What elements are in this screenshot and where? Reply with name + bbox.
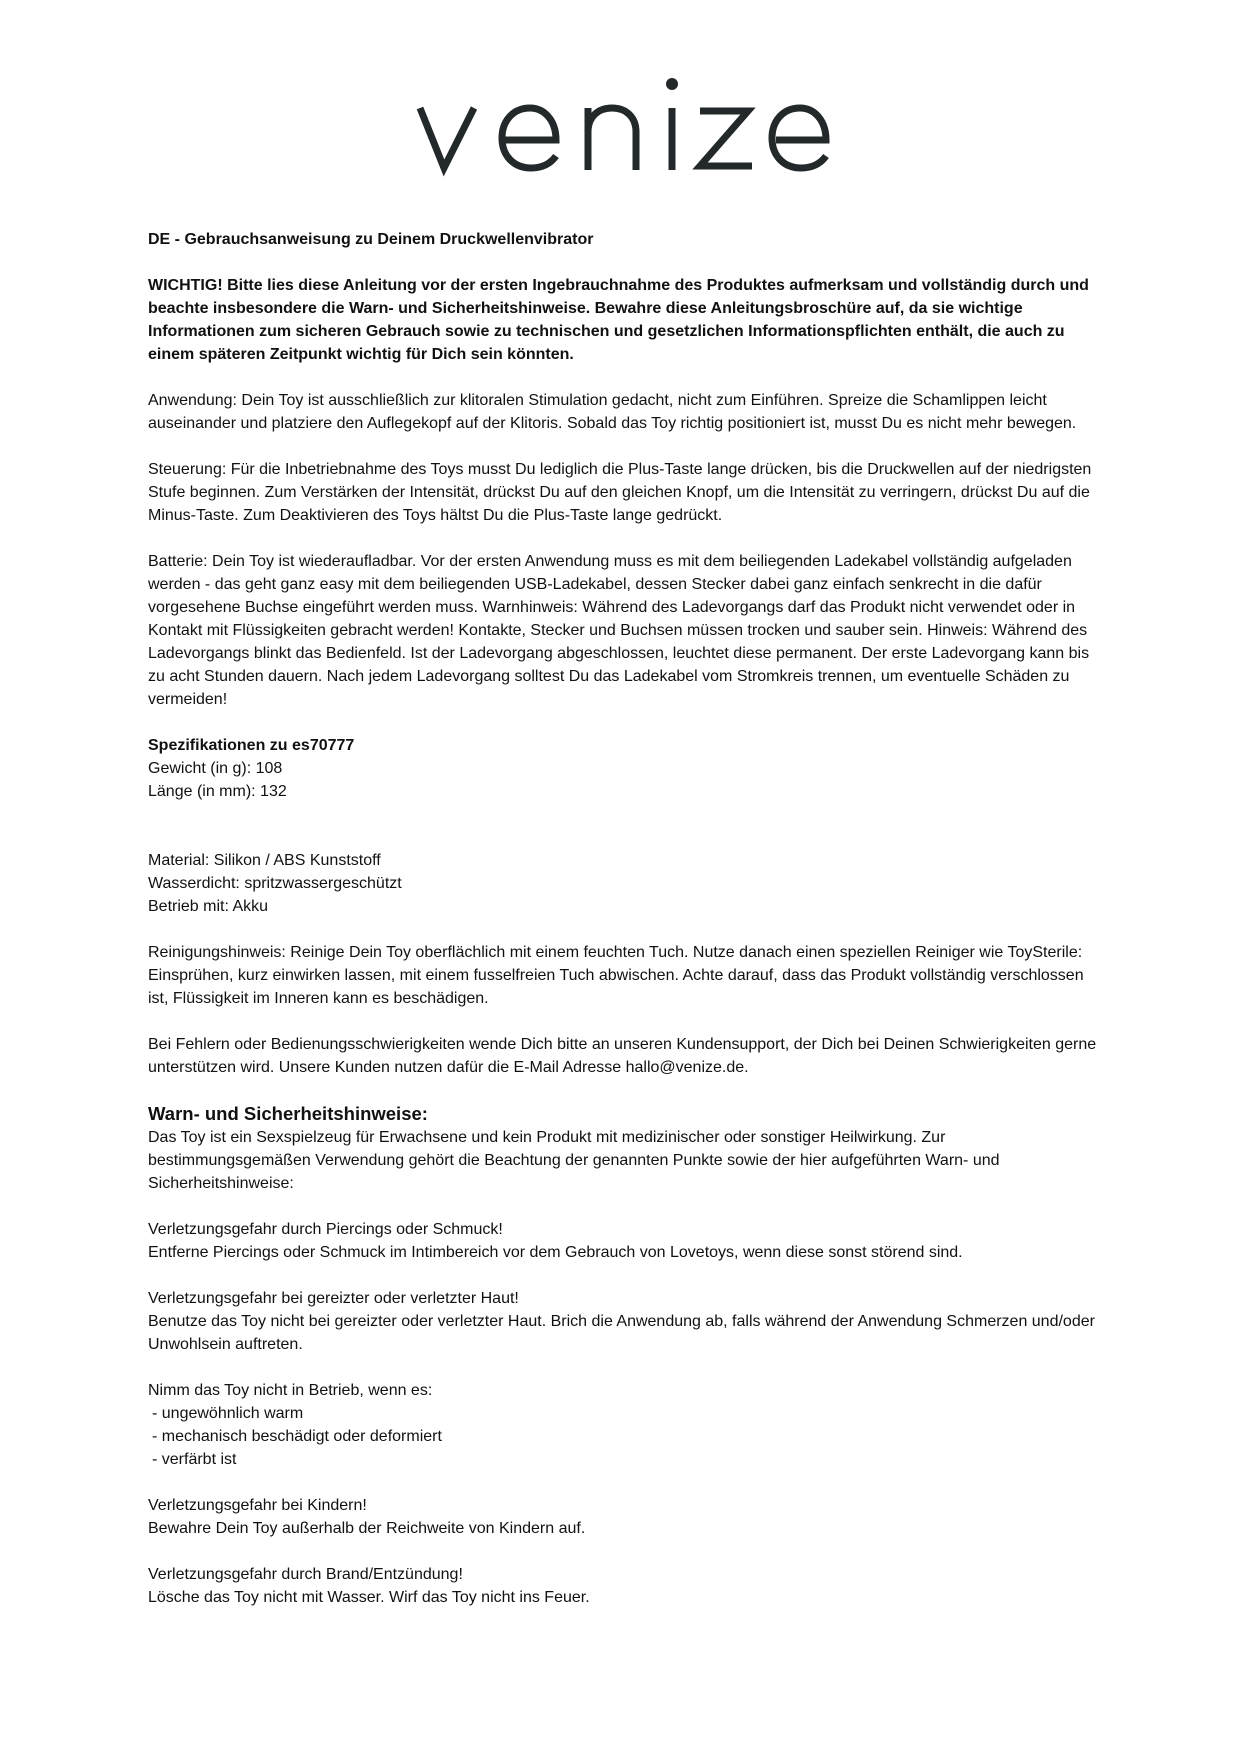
warning-skin-title: Verletzungsgefahr bei gereizter oder verletzter Haut! <box>148 1290 519 1307</box>
warning-piercing-title: Verletzungsgefahr durch Piercings oder Schmuck! <box>148 1221 503 1238</box>
specs-material: Material: Silikon / ABS Kunststoff <box>148 852 381 869</box>
warnings-intro: Das Toy ist ein Sexspielzeug für Erwachsene und kein Produkt mit medizinischer oder sonstiger Heilwirkung. Zur bestimmungsgemäßen Verwendung gehört die Beachtung der genannten Punkte sowie der hier aufgeführten Warn- und Sicherheitshinweise: <box>148 1129 1000 1192</box>
warning-operation <box>148 1379 1098 1471</box>
venize-logo <box>0 62 1240 182</box>
warning-operation-title: Nimm das Toy nicht in Betrieb, wenn es: <box>148 1382 433 1399</box>
specs-power: Betrieb mit: Akku <box>148 898 269 915</box>
support-paragraph: Bei Fehlern oder Bedienungsschwierigkeiten wende Dich bitte an unseren Kundensupport, der Dich bei Deinen Schwierigkeiten gerne unterstützen wird. Unsere Kunden nutzen dafür die E-Mail Adresse hallo@venize.de. <box>148 1036 1097 1076</box>
document-title: DE - Gebrauchsanweisung zu Deinem Druckwellenvibrator <box>148 231 594 248</box>
usage-paragraph: Anwendung: Dein Toy ist ausschließlich zur klitoralen Stimulation gedacht, nicht zum Einführen. Spreize die Schamlippen leicht auseinander und platziere den Auflegekopf auf der Klitoris. Sobald das Toy richtig positioniert ist, musst Du es nicht mehr bewegen. <box>148 392 1077 432</box>
specifications <box>148 734 1098 918</box>
important-notice: WICHTIG! Bitte lies diese Anleitung vor der ersten Ingebrauchnahme des Produktes aufmerksam und vollständig durch und beachte insbesondere die Warn- und Sicherheitshinweise. Bewahre diese Anleitungsbroschüre auf, da sie wichtige Informationen zum sicheren Gebrauch sowie zu technischen und gesetzlichen Informationspflichten enthält, die auch zu einem späteren Zeitpunkt wichtig für Dich sein könnten. <box>148 277 1089 363</box>
warning-piercing-text: Entferne Piercings oder Schmuck im Intimbereich vor dem Gebrauch von Lovetoys, wenn diese sonst störend sind. <box>148 1244 963 1261</box>
warnings-section <box>148 1102 1098 1609</box>
warning-operation-item: - mechanisch beschädigt oder deformiert <box>152 1428 442 1445</box>
warning-children-title: Verletzungsgefahr bei Kindern! <box>148 1497 367 1514</box>
warning-fire-text: Lösche das Toy nicht mit Wasser. Wirf das Toy nicht ins Feuer. <box>148 1589 590 1606</box>
venize-logo-graphic <box>410 62 830 182</box>
warning-piercing <box>148 1218 1098 1264</box>
specs-heading: Spezifikationen zu es70777 <box>148 737 355 754</box>
warning-children <box>148 1494 1098 1540</box>
warning-fire-title: Verletzungsgefahr durch Brand/Entzündung! <box>148 1566 463 1583</box>
specs-waterproof: Wasserdicht: spritzwassergeschützt <box>148 875 402 892</box>
warnings-heading: Warn- und Sicherheitshinweise: <box>148 1103 428 1124</box>
warning-fire <box>148 1563 1098 1609</box>
specs-spacer <box>148 803 1098 826</box>
document-body <box>148 228 1098 1632</box>
warning-children-text: Bewahre Dein Toy außerhalb der Reichweite von Kindern auf. <box>148 1520 586 1537</box>
battery-paragraph: Batterie: Dein Toy ist wiederaufladbar. Vor der ersten Anwendung muss es mit dem beiliegenden Ladekabel vollständig aufgeladen werden - das geht ganz easy mit dem beiliegenden USB-Ladekabel, dessen Stecker dabei ganz einfach senkrecht in die dafür vorgesehene Buchse eingeführt werden muss. Warnhinweis: Während des Ladevorgangs darf das Produkt nicht verwendet oder in Kontakt mit Flüssigkeiten gebracht werden! Kontakte, Stecker und Buchsen müssen trocken und sauber sein. Hinweis: Während des Ladevorgangs blinkt das Bedienfeld. Ist der Ladevorgang abgeschlossen, leuchtet diese permanent. Der erste Ladevorgang kann bis zu acht Stunden dauern. Nach jedem Ladevorgang solltest Du das Ladekabel vom Stromkreis trennen, um eventuelle Schäden zu vermeiden! <box>148 553 1090 708</box>
cleaning-paragraph: Reinigungshinweis: Reinige Dein Toy oberflächlich mit einem feuchten Tuch. Nutze danach einen speziellen Reiniger wie ToySterile: Einsprühen, kurz einwirken lassen, mit einem fusselfreien Tuch abwischen. Achte darauf, dass das Produkt vollständig verschlossen ist, Flüssigkeit im Inneren kann es beschädigen. <box>148 944 1084 1007</box>
specs-spacer-2 <box>148 826 1098 849</box>
specs-weight: Gewicht (in g): 108 <box>148 760 283 777</box>
warning-operation-item: - verfärbt ist <box>152 1451 237 1468</box>
control-paragraph: Steuerung: Für die Inbetriebnahme des Toys musst Du lediglich die Plus-Taste lange drücken, bis die Druckwellen auf der niedrigsten Stufe beginnen. Zum Verstärken der Intensität, drückst Du auf den gleichen Knopf, um die Intensität zu verringern, drückst Du auf die Minus-Taste. Zum Deaktivieren des Toys hältst Du die Plus-Taste lange gedrückt. <box>148 461 1092 524</box>
warning-operation-item: - ungewöhnlich warm <box>152 1405 304 1422</box>
warning-skin <box>148 1287 1098 1356</box>
specs-length: Länge (in mm): 132 <box>148 783 287 800</box>
warning-skin-text: Benutze das Toy nicht bei gereizter oder verletzter Haut. Brich die Anwendung ab, falls während der Anwendung Schmerzen und/oder Unwohlsein auftreten. <box>148 1313 1095 1353</box>
